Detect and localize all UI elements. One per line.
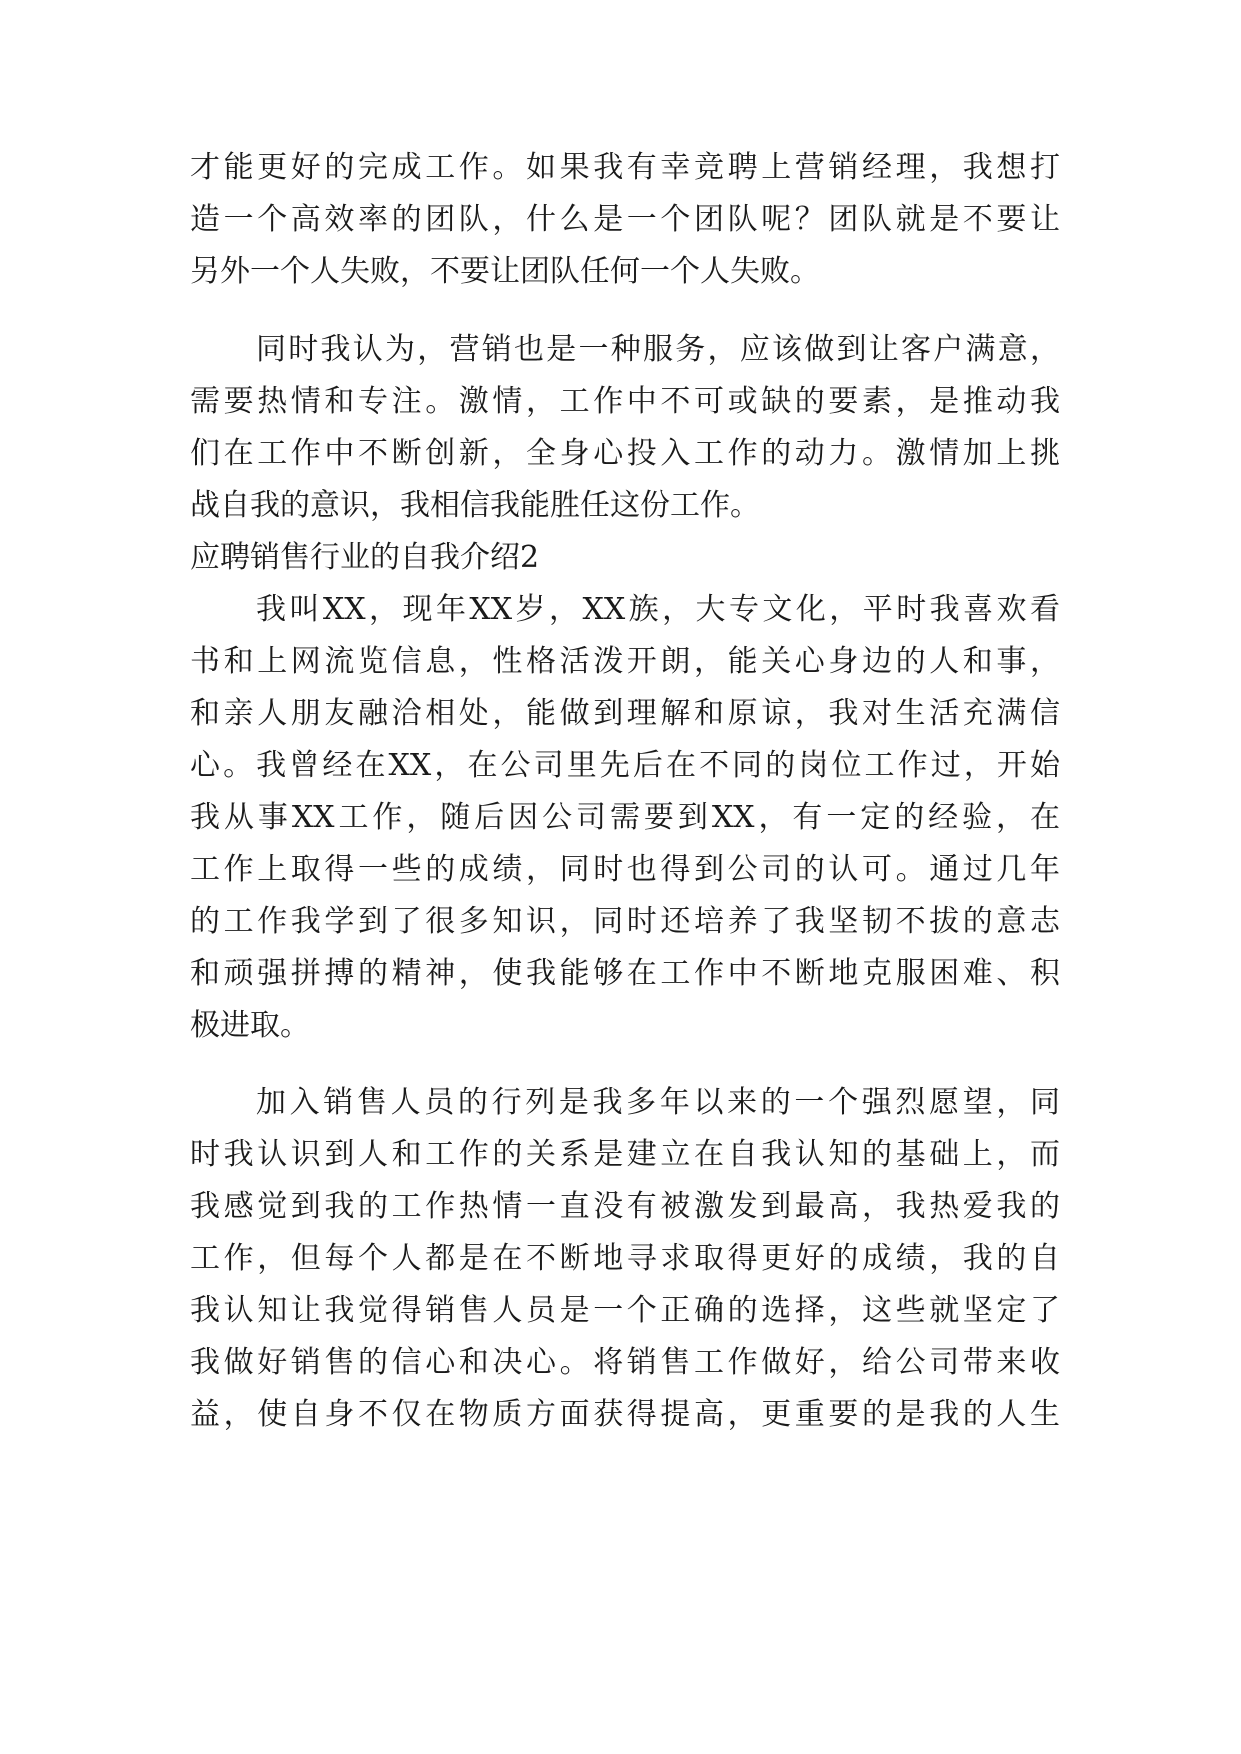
text-line: 益，使自身不仅在物质方面获得提高，更重要的是我的人生 [190,1397,1060,1432]
text-line: 工作上取得一些的成绩，同时也得到公司的认可。通过几年 [190,852,1060,887]
text-line: 造一个高效率的团队，什么是一个团队呢？团队就是不要让 [190,202,1060,237]
text-line: 同时我认为，营销也是一种服务，应该做到让客户满意， [256,332,1060,367]
text-line: 极进取。 [190,1008,310,1043]
text-line: 的工作我学到了很多知识，同时还培养了我坚韧不拔的意志 [190,904,1060,939]
text-line: 我从事XX工作，随后因公司需要到XX，有一定的经验，在 [190,800,1060,835]
text-line: 才能更好的完成工作。如果我有幸竞聘上营销经理，我想打 [190,150,1060,185]
text-line: 需要热情和专注。激情，工作中不可或缺的要素，是推动我 [190,384,1060,419]
text-line: 心。我曾经在XX，在公司里先后在不同的岗位工作过，开始 [190,748,1060,783]
text-line: 工作，但每个人都是在不断地寻求取得更好的成绩，我的自 [190,1241,1060,1276]
text-line: 书和上网流览信息，性格活泼开朗，能关心身边的人和事， [190,644,1060,679]
text-line: 加入销售人员的行列是我多年以来的一个强烈愿望，同 [256,1085,1060,1120]
text-line: 我感觉到我的工作热情一直没有被激发到最高，我热爱我的 [190,1189,1060,1224]
text-line: 我叫XX，现年XX岁，XX族，大专文化，平时我喜欢看 [256,592,1060,627]
text-line: 战自我的意识，我相信我能胜任这份工作。 [190,488,760,523]
text-line: 时我认识到人和工作的关系是建立在自我认知的基础上，而 [190,1137,1060,1172]
text-line: 们在工作中不断创新，全身心投入工作的动力。激情加上挑 [190,436,1060,471]
section-heading: 应聘销售行业的自我介绍2 [190,540,540,575]
text-line: 我做好销售的信心和决心。将销售工作做好，给公司带来收 [190,1345,1060,1380]
text-line: 另外一个人失败，不要让团队任何一个人失败。 [190,254,820,289]
text-line: 和顽强拼搏的精神，使我能够在工作中不断地克服困难、积 [190,956,1060,991]
text-line: 我认知让我觉得销售人员是一个正确的选择，这些就坚定了 [190,1293,1060,1328]
text-line: 和亲人朋友融洽相处，能做到理解和原谅，我对生活充满信 [190,696,1060,731]
